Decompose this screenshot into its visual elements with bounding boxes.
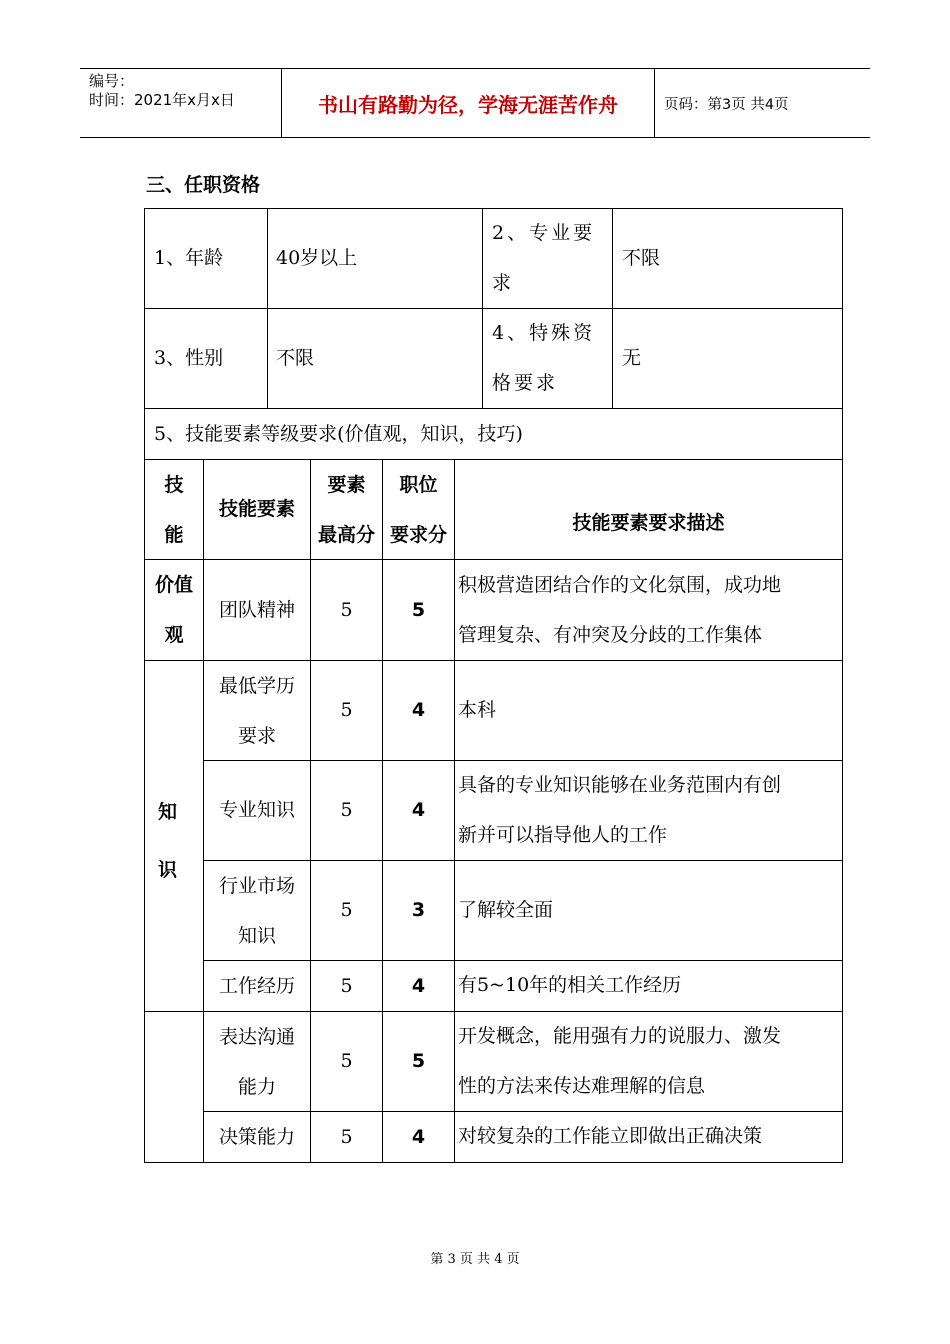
required-score: 5 xyxy=(411,1050,426,1072)
major-value: 不限 xyxy=(622,247,661,269)
skills-heading: 5、技能要素等级要求(价值观，知识，技巧) xyxy=(154,423,523,445)
max-score: 5 xyxy=(340,974,353,997)
element-name: 团队精神 xyxy=(218,598,295,621)
max-score: 5 xyxy=(340,799,353,821)
element-name: 决策能力 xyxy=(218,1125,295,1148)
age-value: 40岁以上 xyxy=(276,247,358,269)
element-desc: 了解较全面 xyxy=(458,899,554,921)
max-score: 5 xyxy=(340,1125,353,1148)
max-score: 5 xyxy=(340,699,353,721)
gender-label: 3、性别 xyxy=(154,347,224,369)
special-label: 4、特殊资 格要求 xyxy=(492,322,596,394)
page-header xyxy=(80,68,870,138)
required-score: 4 xyxy=(411,699,426,721)
required-score: 4 xyxy=(411,1125,426,1148)
header-req-col: 职位 要求分 xyxy=(389,473,447,546)
required-score: 3 xyxy=(411,899,426,921)
required-score: 5 xyxy=(411,598,426,621)
required-score: 4 xyxy=(411,974,426,997)
element-desc: 积极营造团结合作的文化氛围，成功地 管理复杂、有冲突及分歧的工作集体 xyxy=(458,574,782,646)
element-desc: 开发概念，能用强有力的说服力、激发 性的方法来传达难理解的信息 xyxy=(458,1025,782,1097)
special-value: 无 xyxy=(622,347,642,369)
group-values: 价值 观 xyxy=(154,573,193,646)
element-desc: 本科 xyxy=(458,699,497,721)
element-desc: 对较复杂的工作能立即做出正确决策 xyxy=(458,1125,763,1147)
element-desc: 有5~10年的相关工作经历 xyxy=(458,974,682,996)
age-label: 1、年龄 xyxy=(154,247,224,269)
element-name: 表达沟通 能力 xyxy=(218,1025,295,1098)
page-footer: 第 3 页 共 4 页 xyxy=(430,1252,520,1267)
element-name: 最低学历 要求 xyxy=(218,674,295,747)
element-name: 行业市场 知识 xyxy=(218,874,295,947)
element-name: 专业知识 xyxy=(218,799,295,821)
header-motto: 书山有路勤为径，学海无涯苦作舟 xyxy=(282,69,655,137)
max-score: 5 xyxy=(340,899,353,921)
major-label: 2、专业要 求 xyxy=(492,222,596,294)
header-skill-col: 技 能 xyxy=(164,473,184,546)
header-page-info: 页码：第3页 共4页 xyxy=(664,96,789,113)
required-score: 4 xyxy=(411,799,426,821)
header-element-col: 技能要素 xyxy=(218,498,295,520)
element-desc: 具备的专业知识能够在业务范围内有创 新并可以指导他人的工作 xyxy=(458,774,782,846)
header-meta xyxy=(80,69,282,137)
gender-value: 不限 xyxy=(276,347,315,369)
header-max-col: 要素 最高分 xyxy=(317,473,375,546)
number-label: 编号： xyxy=(89,72,135,90)
max-score: 5 xyxy=(340,1050,353,1072)
section-title: 三、任职资格 xyxy=(146,174,261,196)
group-knowledge: 知 识 xyxy=(158,801,178,881)
date-label: 时间：2021年x月x日 xyxy=(89,91,235,109)
max-score: 5 xyxy=(340,598,353,621)
header-desc-col: 技能要素要求描述 xyxy=(572,511,725,534)
element-name: 工作经历 xyxy=(218,974,295,997)
